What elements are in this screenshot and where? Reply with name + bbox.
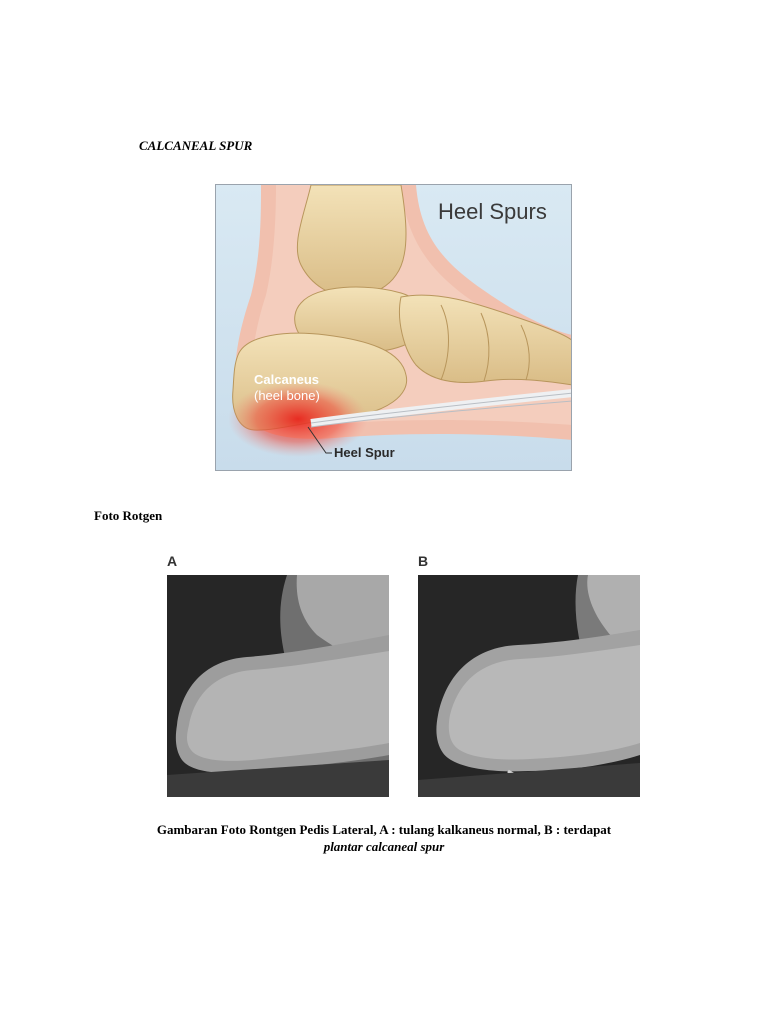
illustration-title: Heel Spurs	[438, 199, 547, 224]
tibia-bone	[297, 185, 406, 297]
caption-line-2: plantar calcaneal spur	[323, 839, 445, 854]
xray-image-a	[167, 575, 389, 797]
xray-image-b	[418, 575, 640, 797]
calcaneus-label: Calcaneus	[254, 372, 320, 387]
heel-spur-illustration	[215, 184, 572, 471]
xray-label-a: A	[167, 553, 178, 569]
section-subheading: Foto Rotgen	[94, 508, 163, 523]
figure-caption	[40, 821, 728, 855]
caption-line-1: Gambaran Foto Rontgen Pedis Lateral, A : tulang kalkaneus normal, B : terdapat	[156, 822, 612, 837]
heel-bone-label: (heel bone)	[254, 388, 320, 403]
heel-spur-label: Heel Spur	[334, 445, 395, 460]
document-heading: CALCANEAL SPUR	[139, 138, 253, 153]
xray-label-b: B	[418, 553, 429, 569]
